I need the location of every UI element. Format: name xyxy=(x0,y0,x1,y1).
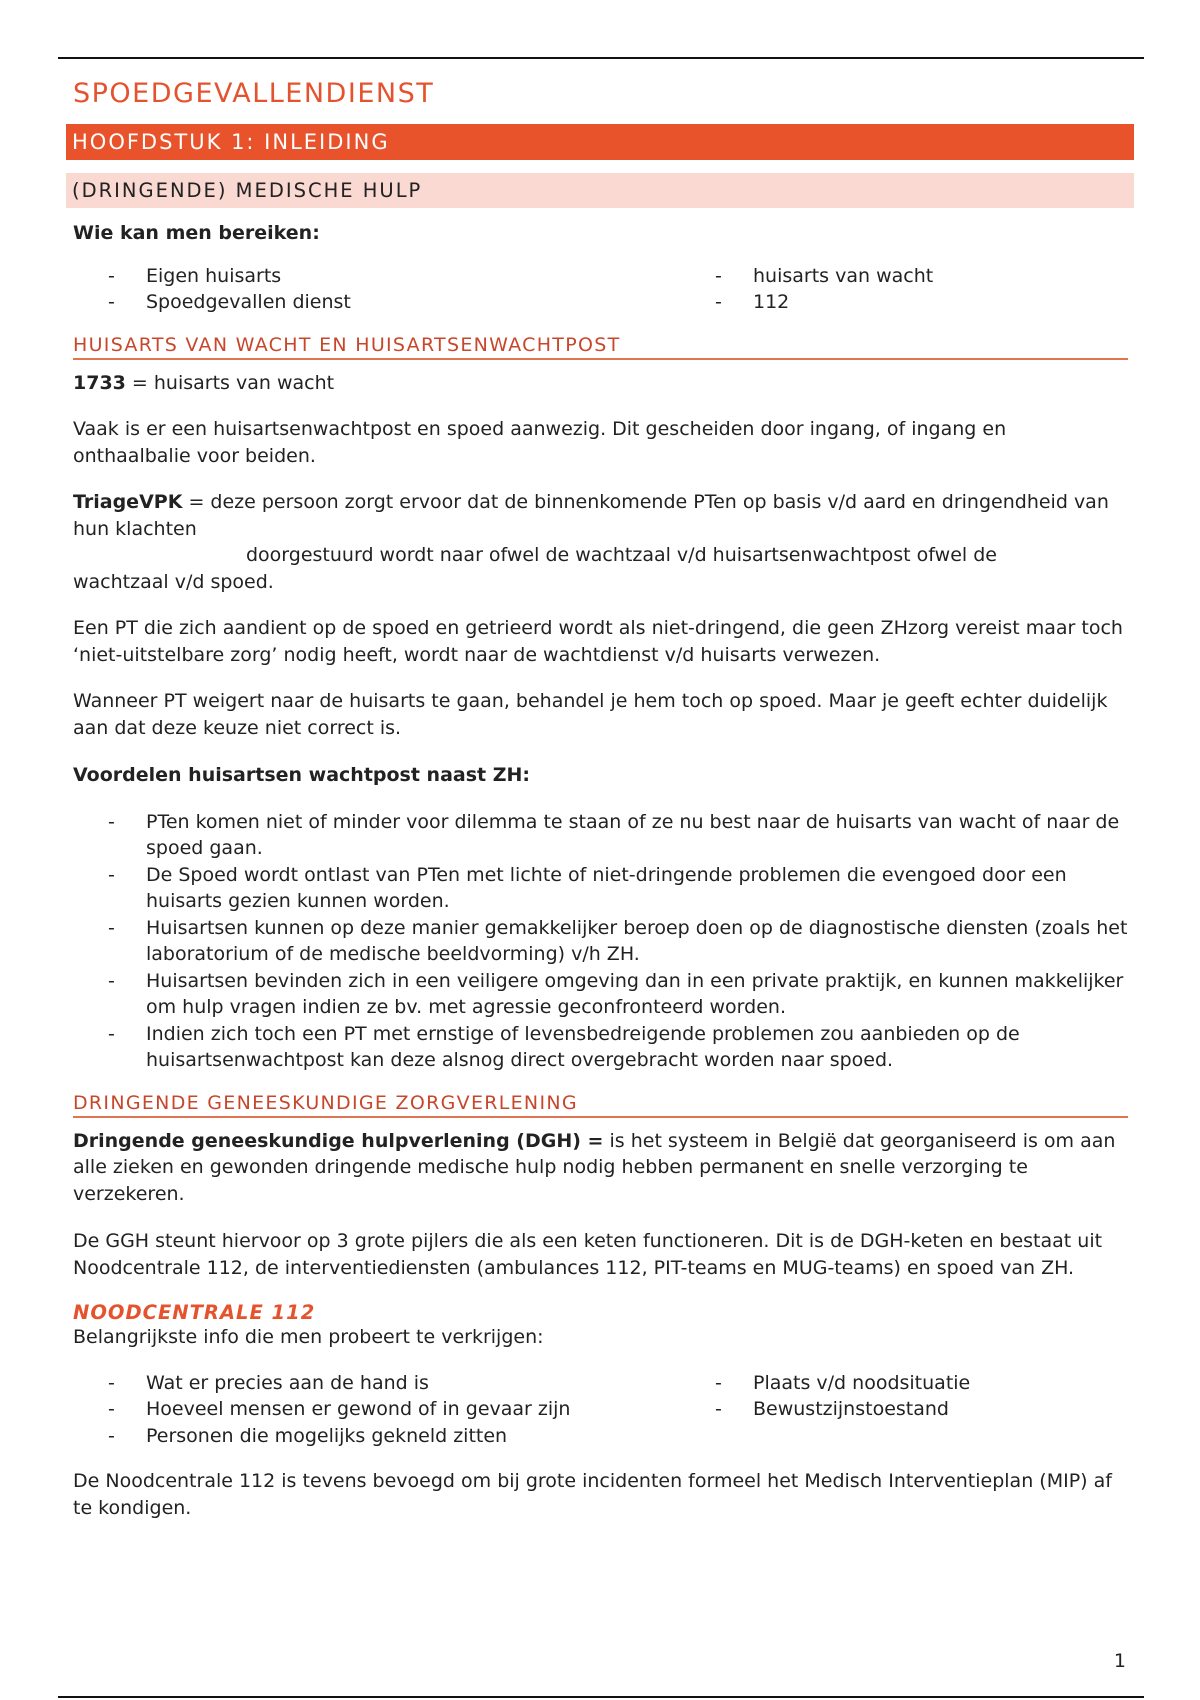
list-item: - Eigen huisarts xyxy=(73,263,680,290)
list-item: - Bewustzijnstoestand xyxy=(680,1396,1129,1423)
list-item: - Indien zich toch een PT met ernstige of levensbedreigende problemen zou aanbieden op de huisartsenwachtpost kan deze alsnog direct overgebracht worden naar spoed. xyxy=(73,1021,1129,1074)
list-item: - PTen komen niet of minder voor dilemma te staan of ze nu best naar de huisarts van wacht of naar de spoed gaan. xyxy=(73,809,1129,862)
list-item: - Wat er precies aan de hand is xyxy=(73,1370,680,1397)
section-heading-huisarts: HUISARTS VAN WACHT EN HUISARTSENWACHTPOST xyxy=(73,334,1128,360)
list-item: - Hoeveel mensen er gewond of in gevaar zijn xyxy=(73,1396,680,1423)
list-item: - huisarts van wacht xyxy=(680,263,1129,290)
document-title: SPOEDGEVALLENDIENST xyxy=(73,78,435,109)
document-page xyxy=(73,70,1129,1521)
info-list xyxy=(73,1370,1129,1450)
reach-list xyxy=(73,263,1129,316)
info-list-left xyxy=(73,1370,680,1450)
list-item: - Huisartsen kunnen op deze manier gemakkelijker beroep doen op de diagnostische diensten (zoals het laboratorium of de medische beeldvorming) v/h ZH. xyxy=(73,915,1129,968)
list-item: - Plaats v/d noodsituatie xyxy=(680,1370,1129,1397)
advantages-list xyxy=(73,809,1129,1074)
list-item: - Huisartsen bevinden zich in een veiligere omgeving dan in een private praktijk, en kunnen makkelijker om hulp vragen indien ze bv. met agressie geconfronteerd worden. xyxy=(73,968,1129,1021)
paragraph-niet-dringend: Een PT die zich aandient op de spoed en getrieerd wordt als niet-dringend, die geen ZHzorg vereist maar toch ‘niet-uitstelbare zorg’ nodig heeft, wordt naar de wachtdienst v/d huisarts verwezen. xyxy=(73,617,1123,666)
reach-label: Wie kan men bereiken: xyxy=(73,222,320,244)
section-heading-zorgverlening: DRINGENDE GENEESKUNDIGE ZORGVERLENING xyxy=(73,1092,1128,1118)
reach-list-left xyxy=(73,263,680,316)
paragraph-triage-end: wachtzaal v/d spoed. xyxy=(73,570,274,593)
advantages-label: Voordelen huisartsen wachtpost naast ZH: xyxy=(73,764,531,786)
paragraph-mip: De Noodcentrale 112 is tevens bevoegd om bij grote incidenten formeel het Medisch Interventieplan (MIP) af te kondigen. xyxy=(73,1470,1112,1519)
paragraph-ggh: De GGH steunt hiervoor op 3 grote pijlers die als een keten functioneren. Dit is de DGH-keten en bestaat uit Noodcentrale 112, de interventiediensten (ambulances 112, PIT-teams en MUG-teams) en spoed van ZH. xyxy=(73,1230,1103,1279)
list-item: - De Spoed wordt ontlast van PTen met lichte of niet-dringende problemen die evengoed door een huisarts gezien kunnen worden. xyxy=(73,862,1129,915)
list-item: - Spoedgevallen dienst xyxy=(73,289,680,316)
chapter-heading: HOOFDSTUK 1: INLEIDING xyxy=(66,124,1134,160)
paragraph-triage: TriageVPK = deze persoon zorgt ervoor dat de binnenkomende PTen op basis v/d aard en dringendheid van hun klachten xyxy=(73,491,1109,540)
paragraph-dgh: Dringende geneeskundige hulpverlening (DGH) = is het systeem in België dat georganiseerd is om aan alle zieken en gewonden dringende medische hulp nodig hebben permanent en snelle verzorging te verzekeren. xyxy=(73,1129,1116,1205)
page-number: 1 xyxy=(1113,1650,1126,1672)
subsection-heading-noodcentrale: NOODCENTRALE 112 xyxy=(73,1301,316,1324)
list-item: - Personen die mogelijks gekneld zitten xyxy=(73,1423,680,1450)
section-heading-medische-hulp: (DRINGENDE) MEDISCHE HULP xyxy=(66,173,1134,208)
paragraph-wachtpost: Vaak is er een huisartsenwachtpost en spoed aanwezig. Dit gescheiden door ingang, of ingang en onthaalbalie voor beiden. xyxy=(73,418,1007,467)
noodcentrale-intro: Belangrijkste info die men probeert te verkrijgen: xyxy=(73,1326,544,1348)
paragraph-1733: 1733 = huisarts van wacht xyxy=(73,371,335,394)
paragraph-weigert: Wanneer PT weigert naar de huisarts te gaan, behandel je hem toch op spoed. Maar je geeft echter duidelijk aan dat deze keuze niet correct is. xyxy=(73,690,1108,739)
bottom-rule xyxy=(58,1696,1144,1698)
reach-list-right xyxy=(680,263,1129,316)
list-item: - 112 xyxy=(680,289,1129,316)
info-list-right xyxy=(680,1370,1129,1450)
paragraph-triage-indent: doorgestuurd wordt naar ofwel de wachtzaal v/d huisartsenwachtpost ofwel de xyxy=(246,544,997,566)
top-rule xyxy=(58,57,1144,59)
